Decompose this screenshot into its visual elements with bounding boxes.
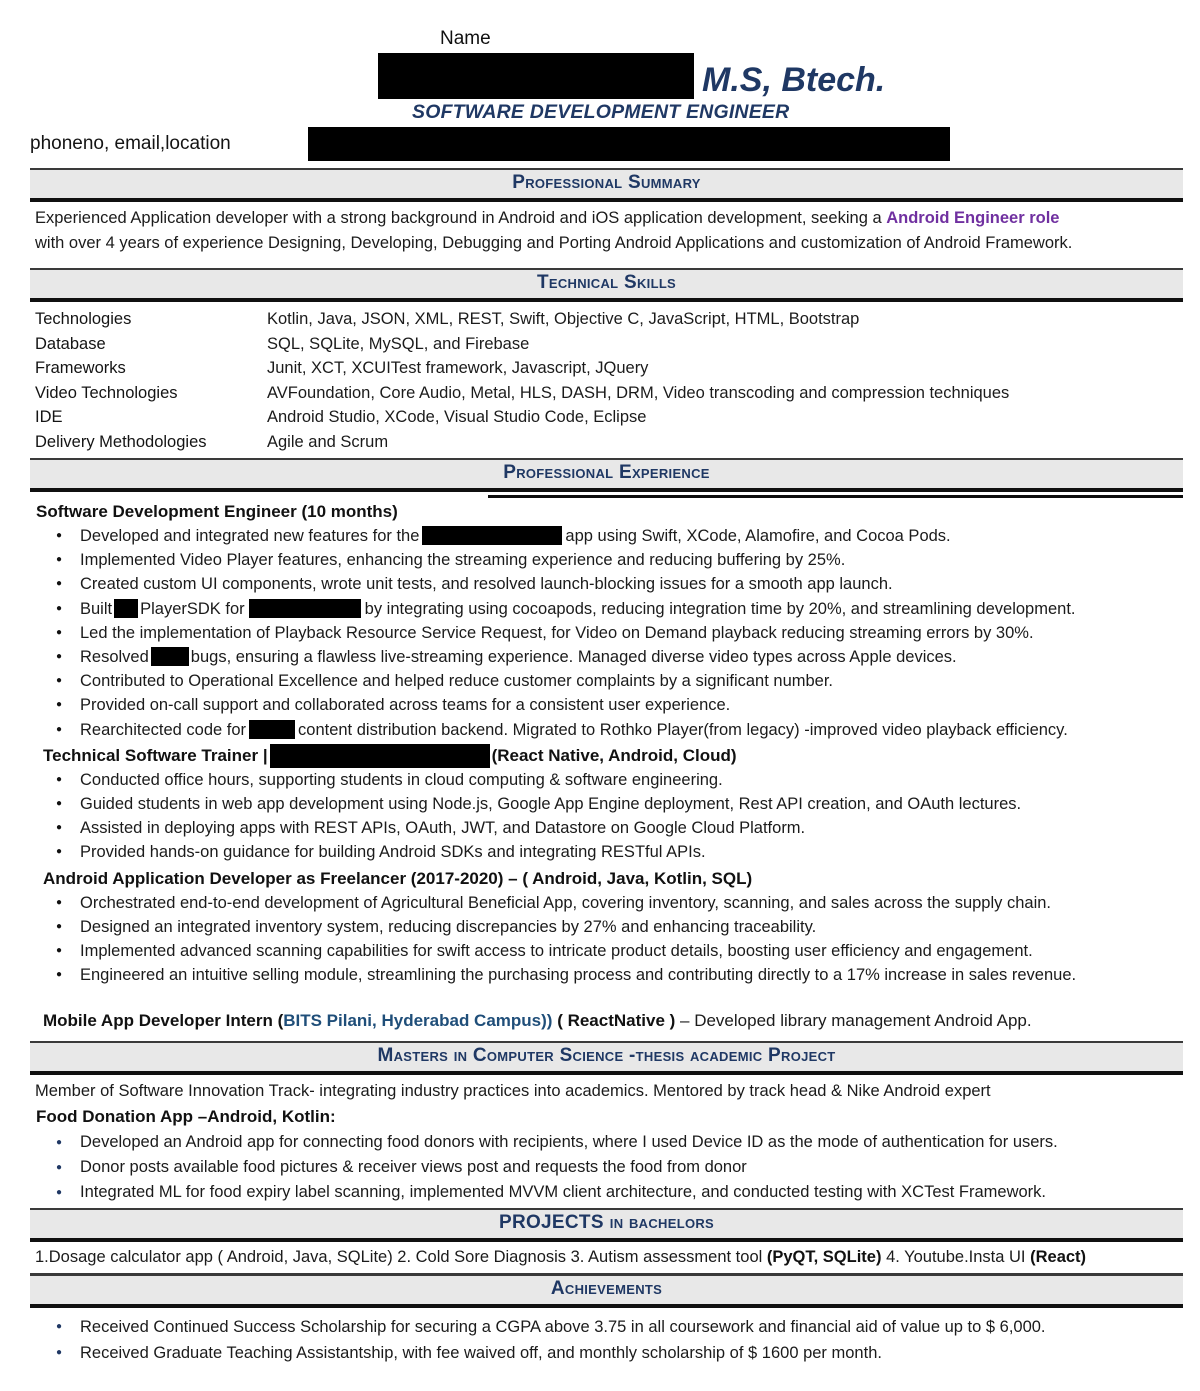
list-item: ● Engineered an intuitive selling module, streamlining the purchasing process and contributing directly to a 17% increase in sales revenue.: [30, 963, 1200, 987]
skill-value: Kotlin, Java, JSON, XML, REST, Swift, Objective C, JavaScript, HTML, Bootstrap: [267, 310, 860, 328]
summary-line-2: with over 4 years of experience Designing, Developing, Debugging and Porting Android Applications and customization of Android Framework.: [35, 234, 1073, 252]
section-header-professional-experience: [30, 458, 1183, 492]
skill-value: Android Studio, XCode, Visual Studio Code, Eclipse: [267, 408, 647, 426]
redaction-box: [422, 526, 562, 545]
job-title-trainer: [43, 743, 1200, 768]
intern-title: Mobile App Developer Intern (: [43, 1011, 284, 1031]
skill-label: IDE: [35, 408, 63, 426]
list-item: ● Assisted in deploying apps with REST APIs, OAuth, JWT, and Datastore on Google Cloud Platform.: [30, 816, 1200, 840]
list-item: ● Orchestrated end-to-end development of Agricultural Beneficial App, covering inventory, scanning, and sales across the supply chain.: [30, 891, 1200, 915]
table-row: [35, 356, 1009, 381]
contact-row: [0, 126, 1200, 162]
list-item: ● Implemented Video Player features, enhancing the streaming experience and reducing buffering by 25%.: [30, 548, 1200, 572]
table-row: [35, 430, 1009, 455]
summary-text: Experienced Application developer with a strong background in Android and iOS application development, seeking a: [35, 209, 887, 227]
bullet-text: Rearchitected code for: [80, 720, 247, 739]
bullet-text: Resolved: [80, 648, 149, 667]
skill-label: Frameworks: [35, 359, 126, 377]
table-row: [35, 405, 1009, 430]
list-item: ● Designed an integrated inventory system, reducing discrepancies by 27% and enhancing traceability.: [30, 915, 1200, 939]
role-title: SOFTWARE DEVELOPMENT ENGINEER: [412, 101, 790, 123]
name-label: Name: [440, 28, 491, 49]
section-header-masters-project: [30, 1041, 1183, 1075]
section-heading-text: Achievements: [550, 1278, 663, 1300]
name-row: [378, 53, 1200, 99]
list-item: ● Conducted office hours, supporting students in cloud computing & software engineering.: [30, 768, 1200, 792]
section-heading-text: Professional Summary: [512, 172, 701, 193]
divider-line: [488, 495, 1183, 498]
job-title-text: (React Native, Android, Cloud): [491, 745, 737, 765]
table-row: [35, 332, 1009, 357]
redaction-box-contact: [308, 127, 950, 161]
skill-label: Video Technologies: [35, 383, 178, 402]
list-item: ● Received Continued Success Scholarship for securing a CGPA above 3.75 in all coursework and financial aid of value up to $ 6,000.: [30, 1314, 1200, 1340]
list-item: [30, 718, 1200, 742]
degree-suffix: M.S, Btech.: [702, 61, 886, 99]
table-row: [35, 381, 1009, 406]
list-item: ● Provided on-call support and collaborated across teams for a consistent user experience.: [30, 693, 1200, 717]
intern-tech: ( ReactNative ): [552, 1011, 681, 1031]
masters-intro: Member of Software Innovation Track- integrating industry practices into academics. Mentored by track head & Nike Android expert: [35, 1082, 991, 1101]
projects-line: [35, 1242, 1200, 1273]
intern-campus: BITS Pilani, Hyderabad Campus)): [283, 1011, 553, 1031]
section-header-projects: [30, 1208, 1183, 1242]
masters-bullets: [30, 1130, 1200, 1205]
list-item: [30, 597, 1200, 621]
job-title-sde: Software Development Engineer (10 months): [36, 502, 398, 521]
list-item: ● Developed an Android app for connecting food donors with recipients, where I used Device ID as the mode of authentication for users.: [30, 1130, 1200, 1155]
contact-label: phoneno, email,location: [30, 133, 231, 154]
masters-subheading: Food Donation App –Android, Kotlin:: [36, 1107, 336, 1127]
redaction-box: [151, 647, 189, 666]
projects-tech: (React): [1030, 1248, 1087, 1267]
list-item: ● Contributed to Operational Excellence and helped reduce customer complaints by a significant number.: [30, 669, 1200, 693]
job-title-freelancer: Android Application Developer as Freelancer (2017-2020) – ( Android, Java, Kotlin, SQL): [43, 868, 753, 888]
skill-label: Technologies: [35, 310, 132, 328]
section-heading-text: Technical Skills: [536, 272, 677, 293]
projects-tech: (PyQT, SQLite): [766, 1248, 882, 1267]
table-row: [35, 307, 1009, 332]
summary-paragraph: [35, 206, 1180, 256]
intern-desc: – Developed library management Android App.: [680, 1011, 1032, 1031]
bullet-text: by integrating using cocoapods, reducing integration time by 20%, and streamlining development.: [364, 599, 1076, 618]
skill-label: Database: [35, 334, 106, 353]
redaction-box-name: [378, 53, 694, 99]
list-item: ● Integrated ML for food expiry label scanning, implemented MVVM client architecture, and conducted testing with XCTest Framework.: [30, 1180, 1200, 1205]
redaction-box-university: [270, 744, 490, 768]
section-heading-text: PROJECTS: [498, 1212, 604, 1234]
bullet-text: Built: [80, 599, 113, 618]
skill-label: Delivery Methodologies: [35, 432, 207, 451]
section-heading-text: Professional Experience: [503, 462, 710, 483]
summary-line-1: [35, 206, 1180, 231]
redaction-box: [249, 720, 295, 739]
section-heading-text: Masters in Computer Science -thesis academic Project: [377, 1045, 836, 1067]
intern-line: [43, 1009, 1200, 1033]
bullet-text: bugs, ensuring a flawless live-streaming experience. Managed diverse video types across Apple devices.: [190, 648, 957, 667]
achievements-bullets: [30, 1314, 1200, 1366]
list-item: ● Created custom UI components, wrote unit tests, and resolved launch-blocking issues for a smooth app launch.: [30, 572, 1200, 596]
job-trainer-bullets: [30, 768, 1200, 865]
list-item: ● Guided students in web app development using Node.js, Google App Engine deployment, Rest API creation, and OAuth lectures.: [30, 792, 1200, 816]
job-title-text: Technical Software Trainer |: [43, 745, 268, 765]
list-item: [30, 645, 1200, 669]
list-item: ● Provided hands-on guidance for building Android SDKs and integrating RESTful APIs.: [30, 840, 1200, 864]
skill-value: Junit, XCT, XCUITest framework, Javascript, JQuery: [267, 359, 649, 377]
skill-value: AVFoundation, Core Audio, Metal, HLS, DASH, DRM, Video transcoding and compression techniques: [267, 383, 1010, 402]
redaction-box: [249, 599, 361, 618]
redaction-box: [114, 599, 138, 618]
bullet-text: app using Swift, XCode, Alamofire, and Cocoa Pods.: [565, 527, 951, 545]
projects-text: 4. Youtube.Insta UI: [881, 1248, 1031, 1267]
section-header-professional-summary: [30, 168, 1183, 202]
projects-text: 1.Dosage calculator app ( Android, Java, SQLite) 2. Cold Sore Diagnosis 3. Autism assessment tool: [35, 1248, 767, 1267]
job-sde-bullets: [30, 524, 1200, 742]
bullet-text: PlayerSDK for: [140, 599, 245, 618]
section-header-technical-skills: [30, 268, 1183, 302]
list-item: [30, 524, 1200, 548]
summary-highlight: Android Engineer role: [886, 209, 1060, 227]
job-freelancer-bullets: [30, 891, 1200, 988]
section-header-achievements: [30, 1273, 1183, 1308]
bullet-text: content distribution backend. Migrated to Rothko Player(from legacy) -improved video playback efficiency.: [298, 720, 1068, 739]
list-item: ● Received Graduate Teaching Assistantship, with fee waived off, and monthly scholarship of $ 1600 per month.: [30, 1340, 1200, 1366]
list-item: ● Led the implementation of Playback Resource Service Request, for Video on Demand playback reducing streaming errors by 30%.: [30, 621, 1200, 645]
skill-value: Agile and Scrum: [267, 432, 389, 451]
list-item: ● Donor posts available food pictures & receiver views post and requests the food from donor: [30, 1155, 1200, 1180]
section-heading-subtext: in bachelors: [609, 1212, 715, 1234]
skills-table: [35, 307, 1009, 454]
list-item: ● Implemented advanced scanning capabilities for swift access to intricate product details, boosting user efficiency and engagement.: [30, 939, 1200, 963]
skill-value: SQL, SQLite, MySQL, and Firebase: [267, 334, 530, 353]
bullet-text: Developed and integrated new features for the: [80, 527, 420, 545]
